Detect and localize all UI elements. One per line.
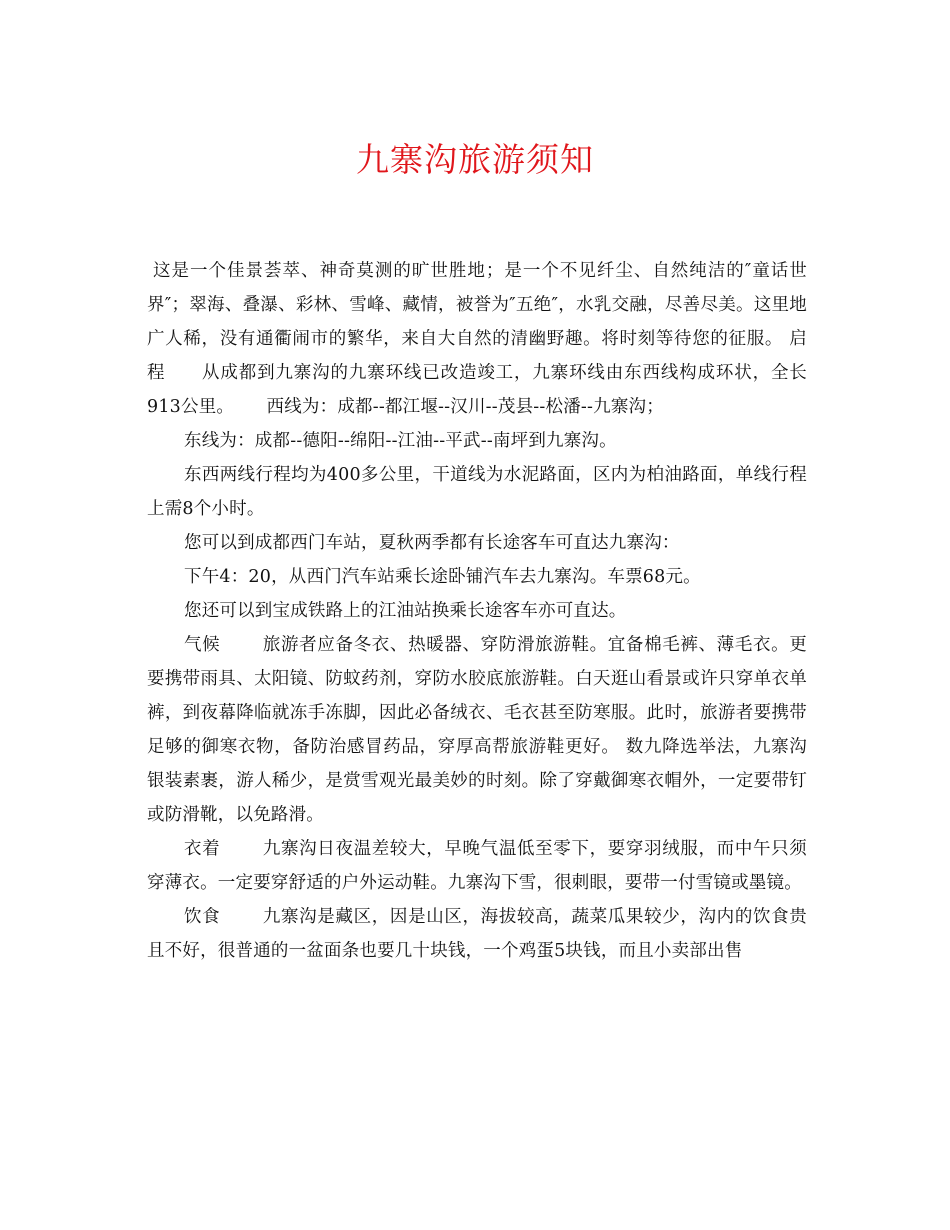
paragraph-railway: 您还可以到宝成铁路上的江油站换乘长途客车亦可直达。	[184, 601, 627, 621]
paragraph-food: 饮食 九寨沟是藏区，因是山区，海拔较高，蔬菜瓜果较少，沟内的饮食贵且不好，很普通的一盆面条也要几十块钱，一个鸡蛋5块钱，而且小卖部出售	[147, 907, 807, 961]
paragraph-route-length: 东西两线行程均为400多公里，干道线为水泥路面，区内为柏油路面，单线行程上需8个小时。	[147, 465, 807, 519]
paragraph-intro: 这是一个佳景荟萃、神奇莫测的旷世胜地；是一个不见纤尘、自然纯洁的″童话世界″；翠海、叠瀑、彩林、雪峰、藏情，被誉为″五绝″，水乳交融，尽善尽美。这里地广人稀，没有通衢闹市的繁华，来自大自然的清幽野趣。将时刻等待您的征服。 启程 从成都到九寨沟的九寨环线已改造竣工，九寨环线由东西线构成环状，全长913公里。 西线为：成都--都江堰--汉川--茂县--松潘--九寨沟；	[147, 261, 807, 417]
paragraph-clothing: 衣着 九寨沟日夜温差较大，早晚气温低至零下，要穿羽绒服，而中午只须穿薄衣。一定要穿舒适的户外运动鞋。九寨沟下雪，很刺眼，要带一付雪镜或墨镜。	[147, 839, 807, 893]
paragraph-bus-station: 您可以到成都西门车站，夏秋两季都有长途客车可直达九寨沟：	[184, 533, 680, 553]
paragraph-bus-time: 下午4：20，从西门汽车站乘长途卧铺汽车去九寨沟。车票68元。	[184, 567, 701, 587]
paragraph-climate: 气候 旅游者应备冬衣、热暖器、穿防滑旅游鞋。宜备棉毛裤、薄毛衣。更要携带雨具、太阳镜、防蚊药剂，穿防水胶底旅游鞋。白天逛山看景或许只穿单衣单裤，到夜幕降临就冻手冻脚，因此必备绒衣、毛衣甚至防寒服。此时，旅游者要携带足够的御寒衣物，备防治感冒药品，穿厚高帮旅游鞋更好。 数九降选举法，九寨沟银装素裹，游人稀少，是赏雪观光最美妙的时刻。除了穿戴御寒衣帽外，一定要带钉或防滑靴，以免路滑。	[147, 635, 807, 825]
document-body	[147, 254, 807, 968]
document-title: 九寨沟旅游须知	[356, 140, 594, 179]
paragraph-east-line: 东线为：成都--德阳--绵阳--江油--平武--南坪到九寨沟。	[184, 431, 617, 451]
